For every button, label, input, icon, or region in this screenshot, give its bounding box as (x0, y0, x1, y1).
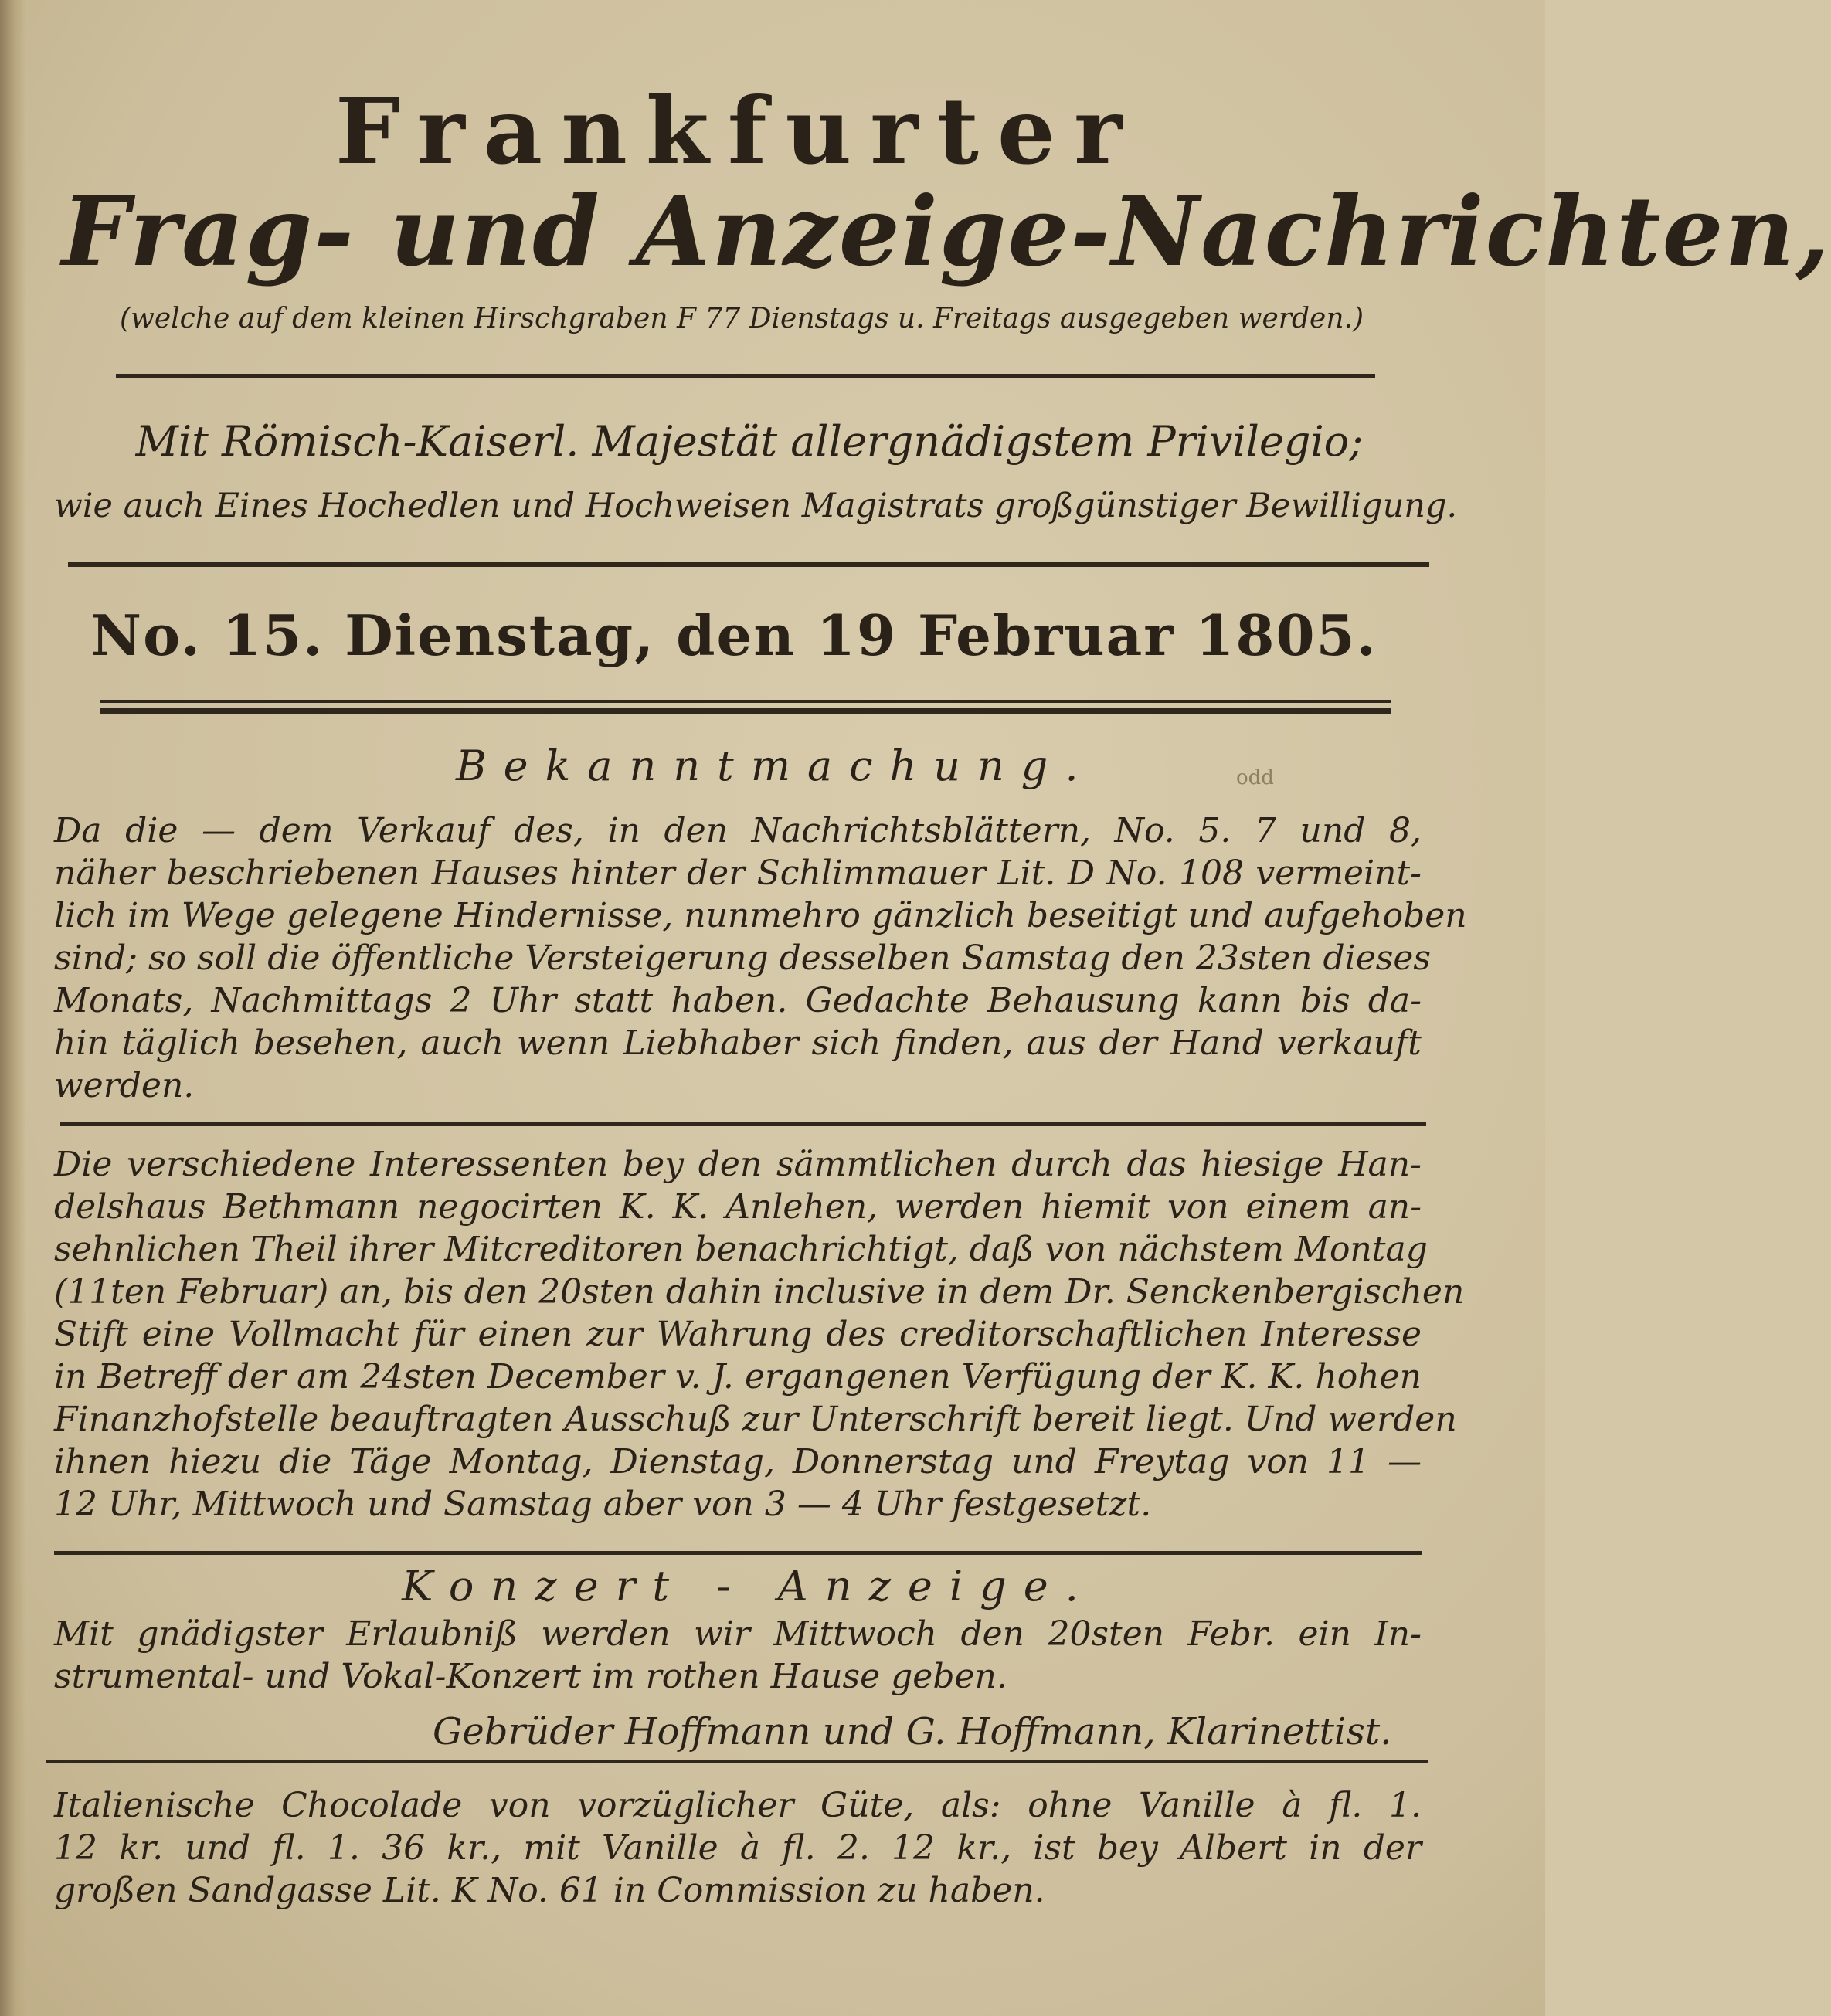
notice-line: 12 Uhr, Mittwoch und Samstag aber von 3 — 4 Uhr festgesetzt. (54, 1485, 1152, 1524)
rule-under-subtitle (116, 374, 1375, 378)
notice-line: Da die — dem Verkauf des, in den Nachrichtsblättern, No. 5. 7 und 8, (54, 811, 1422, 850)
double-rule-top (100, 700, 1391, 703)
notice-bethmann-anlehen (54, 1143, 1465, 1526)
notice-line: Finanzhofstelle beauftragten Ausschuß zur Unterschrift bereit liegt. Und werden (54, 1400, 1457, 1439)
rule-after-notice2 (54, 1551, 1422, 1555)
rule-under-privilege (68, 562, 1429, 567)
notice-line: näher beschriebenen Hauses hinter der Schlimmauer Lit. D No. 108 vermeint- (54, 854, 1422, 893)
notice-line: strumental- und Vokal-Konzert im rothen Hause geben. (54, 1657, 1007, 1696)
notice-konzert-signature: Gebrüder Hoffmann und G. Hoffmann, Klarinettist. (433, 1710, 1392, 1753)
notice-line: (11ten Februar) an, bis den 20sten dahin inclusive in dem Dr. Senckenbergischen (54, 1272, 1465, 1312)
notice-line: Italienische Chocolade von vorzüglicher Güte, als: ohne Vanille à fl. 1. (54, 1786, 1422, 1825)
notice-heading-bekanntmachung: Bekanntmachung. (456, 742, 1096, 790)
rule-after-notice1 (60, 1122, 1426, 1126)
notice-line: Mit gnädigster Erlaubniß werden wir Mittwoch den 20sten Febr. ein In- (54, 1614, 1422, 1654)
notice-konzert (54, 1613, 1422, 1698)
masthead-title-line2: Frag- und Anzeige-Nachrichten, (62, 176, 1831, 288)
notice-line: lich im Wege gelegene Hindernisse, nunmehro gänzlich beseitigt und aufgehoben (54, 896, 1467, 935)
notice-chocolade (54, 1784, 1422, 1912)
issue-line: No. 15. Dienstag, den 19 Februar 1805. (90, 602, 1377, 668)
notice-line: werden. (54, 1066, 195, 1105)
notice-heading-konzert: Konzert - Anzeige. (402, 1562, 1096, 1610)
notice-bekanntmachung (54, 809, 1467, 1107)
margin-mark: odd (1236, 766, 1274, 789)
notice-line: Stift eine Vollmacht für einen zur Wahrung des creditorschaftlichen Interesse (54, 1315, 1422, 1354)
double-rule-bottom (100, 708, 1391, 714)
masthead-title-line1: Frankfurter (335, 77, 1141, 185)
privilege-line2: wie auch Eines Hochedlen und Hochweisen Magistrats großgünstiger Bewilligung. (54, 487, 1458, 525)
notice-line: delshaus Bethmann negocirten K. K. Anlehen, werden hiemit von einem an- (54, 1187, 1422, 1227)
rule-after-notice3 (46, 1760, 1428, 1763)
notice-line: in Betreff der am 24sten December v. J. ergangenen Verfügung der K. K. hohen (54, 1357, 1422, 1397)
binding-gutter (0, 0, 26, 2016)
notice-line: hin täglich besehen, auch wenn Liebhaber sich finden, aus der Hand verkauft (54, 1023, 1422, 1063)
notice-line: Monats, Nachmittags 2 Uhr statt haben. Gedachte Behausung kann bis da- (54, 981, 1422, 1020)
notice-line: sind; so soll die öffentliche Versteigerung desselben Samstag den 23sten dieses (54, 938, 1431, 978)
notice-line: großen Sandgasse Lit. K No. 61 in Commission zu haben. (54, 1871, 1045, 1910)
notice-line: ihnen hiezu die Täge Montag, Dienstag, Donnerstag und Freytag von 11 — (54, 1442, 1422, 1481)
notice-line: Die verschiedene Interessenten bey den sämmtlichen durch das hiesige Han- (54, 1145, 1422, 1184)
privilege-line1: Mit Römisch-Kaiserl. Majestät allergnädigstem Privilegio; (135, 417, 1364, 466)
notice-line: 12 kr. und fl. 1. 36 kr., mit Vanille à fl. 2. 12 kr., ist bey Albert in der (54, 1828, 1422, 1868)
masthead-subtitle: (welche auf dem kleinen Hirschgraben F 77 Dienstags u. Freitags ausgegeben werden.) (119, 303, 1364, 334)
notice-line: sehnlichen Theil ihrer Mitcreditoren benachrichtigt, daß von nächstem Montag (54, 1230, 1428, 1269)
